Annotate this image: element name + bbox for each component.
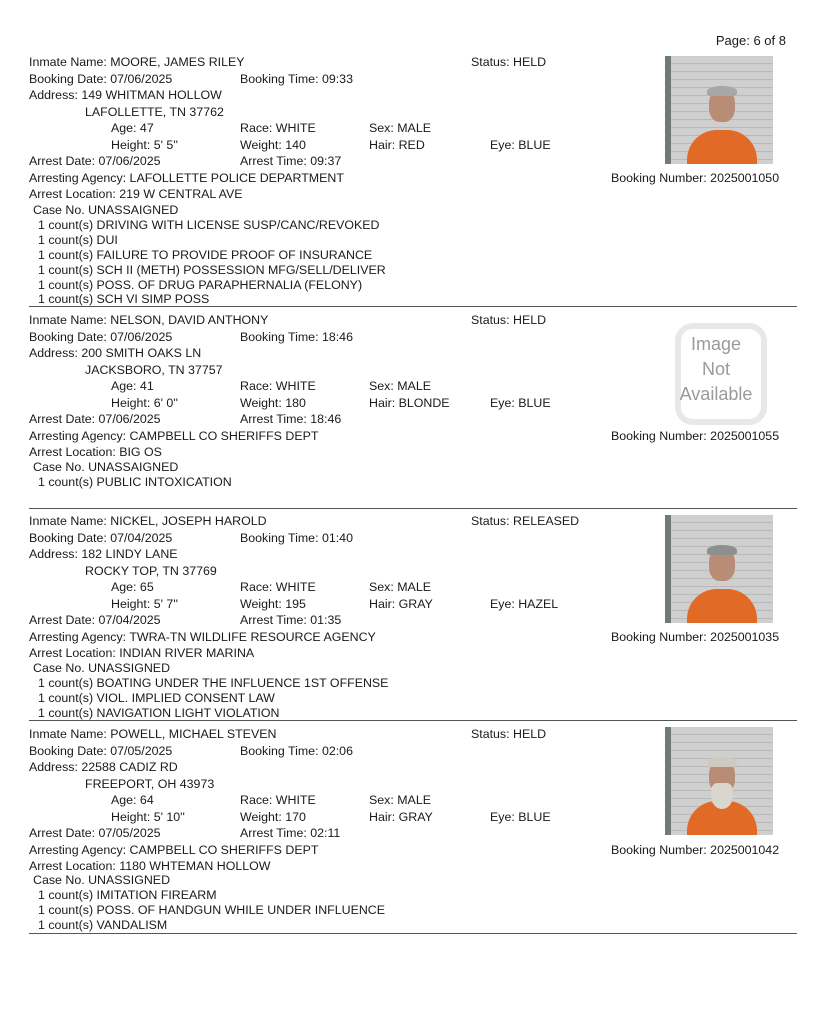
- mugshot-photo: [665, 515, 773, 623]
- arrest-date: Arrest Date: 07/04/2025: [29, 613, 161, 627]
- image-not-available-placeholder: [665, 315, 767, 423]
- inmate-record: [29, 727, 797, 932]
- status-text: Status: HELD: [471, 55, 547, 69]
- inmate-record: [29, 55, 797, 305]
- booking-time: Booking Time: 18:46: [240, 330, 353, 344]
- eye: Eye: BLUE: [490, 396, 551, 410]
- case-number: Case No. UNASSIGNED: [33, 873, 171, 887]
- arrest-date: Arrest Date: 07/06/2025: [29, 154, 161, 168]
- charge-line: 1 count(s) IMITATION FIREARM: [38, 888, 217, 902]
- status-text: Status: HELD: [471, 727, 547, 741]
- case-number: Case No. UNASSAIGNED: [33, 203, 179, 217]
- age: Age: 47: [111, 121, 154, 135]
- sex: Sex: MALE: [369, 121, 431, 135]
- charge-line: 1 count(s) NAVIGATION LIGHT VIOLATION: [38, 706, 280, 720]
- charge-line: 1 count(s) FAILURE TO PROVIDE PROOF OF INSURANCE: [38, 248, 373, 262]
- address-line2: FREEPORT, OH 43973: [85, 777, 215, 791]
- arrest-location: Arrest Location: 219 W CENTRAL AVE: [29, 187, 243, 201]
- booking-date: Booking Date: 07/06/2025: [29, 72, 173, 86]
- age: Age: 65: [111, 580, 154, 594]
- status-text: Status: RELEASED: [471, 514, 580, 528]
- hair: Hair: GRAY: [369, 597, 433, 611]
- sex: Sex: MALE: [369, 580, 431, 594]
- charge-line: 1 count(s) PUBLIC INTOXICATION: [38, 475, 232, 489]
- height: Height: 6' 0'': [111, 396, 179, 410]
- charge-line: 1 count(s) VIOL. IMPLIED CONSENT LAW: [38, 691, 275, 705]
- arresting-agency: Arresting Agency: CAMPBELL CO SHERIFFS DEPT: [29, 429, 319, 443]
- hair: Hair: BLONDE: [369, 396, 450, 410]
- address-line1: Address: 182 LINDY LANE: [29, 547, 178, 561]
- charge-line: 1 count(s) POSS. OF HANDGUN WHILE UNDER INFLUENCE: [38, 903, 385, 917]
- sex: Sex: MALE: [369, 379, 431, 393]
- charge-line: 1 count(s) POSS. OF DRUG PARAPHERNALIA (FELONY): [38, 278, 363, 292]
- case-number: Case No. UNASSAIGNED: [33, 460, 179, 474]
- placeholder-text: Image: [690, 333, 741, 354]
- arrest-date: Arrest Date: 07/05/2025: [29, 826, 161, 840]
- weight: Weight: 195: [240, 597, 306, 611]
- height: Height: 5' 5'': [111, 138, 179, 152]
- age: Age: 64: [111, 793, 154, 807]
- sex: Sex: MALE: [369, 793, 431, 807]
- charge-line: 1 count(s) VANDALISM: [38, 918, 168, 932]
- address-line1: Address: 22588 CADIZ RD: [29, 760, 178, 774]
- race: Race: WHITE: [240, 580, 316, 594]
- booking-number: Booking Number: 2025001055: [611, 429, 780, 443]
- arrest-location: Arrest Location: BIG OS: [29, 445, 162, 459]
- mugshot-photo: [665, 56, 773, 164]
- charge-line: 1 count(s) DUI: [38, 233, 118, 247]
- hair: Hair: RED: [369, 138, 425, 152]
- arrest-time: Arrest Time: 09:37: [240, 154, 342, 168]
- address-line2: ROCKY TOP, TN 37769: [85, 564, 217, 578]
- age: Age: 41: [111, 379, 154, 393]
- record-divider: [29, 508, 797, 509]
- eye: Eye: HAZEL: [490, 597, 559, 611]
- arresting-agency: Arresting Agency: CAMPBELL CO SHERIFFS DEPT: [29, 843, 319, 857]
- arrest-time: Arrest Time: 18:46: [240, 412, 342, 426]
- address-line1: Address: 200 SMITH OAKS LN: [29, 346, 202, 360]
- arresting-agency: Arresting Agency: LAFOLLETTE POLICE DEPARTMENT: [29, 171, 344, 185]
- height: Height: 5' 10'': [111, 810, 185, 824]
- hair: Hair: GRAY: [369, 810, 433, 824]
- booking-number: Booking Number: 2025001050: [611, 171, 780, 185]
- booking-date: Booking Date: 07/06/2025: [29, 330, 173, 344]
- race: Race: WHITE: [240, 379, 316, 393]
- booking-time: Booking Time: 09:33: [240, 72, 353, 86]
- inmate-name: Inmate Name: NICKEL, JOSEPH HAROLD: [29, 514, 267, 528]
- booking-time: Booking Time: 01:40: [240, 531, 353, 545]
- booking-time: Booking Time: 02:06: [240, 744, 353, 758]
- arrest-date: Arrest Date: 07/06/2025: [29, 412, 161, 426]
- height: Height: 5' 7'': [111, 597, 179, 611]
- inmate-record: [29, 514, 797, 719]
- weight: Weight: 140: [240, 138, 306, 152]
- inmate-name: Inmate Name: POWELL, MICHAEL STEVEN: [29, 727, 277, 741]
- race: Race: WHITE: [240, 793, 316, 807]
- charge-line: 1 count(s) DRIVING WITH LICENSE SUSP/CANC/REVOKED: [38, 218, 380, 232]
- booking-number: Booking Number: 2025001035: [611, 630, 780, 644]
- inmate-name: Inmate Name: MOORE, JAMES RILEY: [29, 55, 245, 69]
- arresting-agency: Arresting Agency: TWRA-TN WILDLIFE RESOURCE AGENCY: [29, 630, 376, 644]
- eye: Eye: BLUE: [490, 138, 551, 152]
- page-number: Page: 6 of 8: [715, 33, 786, 48]
- weight: Weight: 180: [240, 396, 306, 410]
- inmate-name: Inmate Name: NELSON, DAVID ANTHONY: [29, 313, 269, 327]
- record-divider: [29, 933, 797, 934]
- charge-line: 1 count(s) SCH II (METH) POSSESSION MFG/SELL/DELIVER: [38, 263, 386, 277]
- race: Race: WHITE: [240, 121, 316, 135]
- status-text: Status: HELD: [471, 313, 547, 327]
- booking-number: Booking Number: 2025001042: [611, 843, 780, 857]
- address-line1: Address: 149 WHITMAN HOLLOW: [29, 88, 222, 102]
- mugshot-photo: [665, 727, 773, 835]
- arrest-time: Arrest Time: 02:11: [240, 826, 341, 840]
- arrest-time: Arrest Time: 01:35: [240, 613, 342, 627]
- address-line2: JACKSBORO, TN 37757: [85, 363, 223, 377]
- record-divider: [29, 720, 797, 721]
- weight: Weight: 170: [240, 810, 306, 824]
- record-divider: [29, 306, 797, 307]
- case-number: Case No. UNASSIGNED: [33, 661, 171, 675]
- inmate-record: [29, 313, 797, 503]
- booking-date: Booking Date: 07/05/2025: [29, 744, 173, 758]
- booking-date: Booking Date: 07/04/2025: [29, 531, 173, 545]
- placeholder-text: Available: [679, 383, 753, 404]
- placeholder-text: Not: [701, 358, 730, 379]
- charge-line: 1 count(s) BOATING UNDER THE INFLUENCE 1ST OFFENSE: [38, 676, 389, 690]
- arrest-location: Arrest Location: 1180 WHTEMAN HOLLOW: [29, 859, 271, 873]
- charge-line: 1 count(s) SCH VI SIMP POSS: [38, 292, 210, 306]
- eye: Eye: BLUE: [490, 810, 551, 824]
- address-line2: LAFOLLETTE, TN 37762: [85, 105, 224, 119]
- arrest-location: Arrest Location: INDIAN RIVER MARINA: [29, 646, 255, 660]
